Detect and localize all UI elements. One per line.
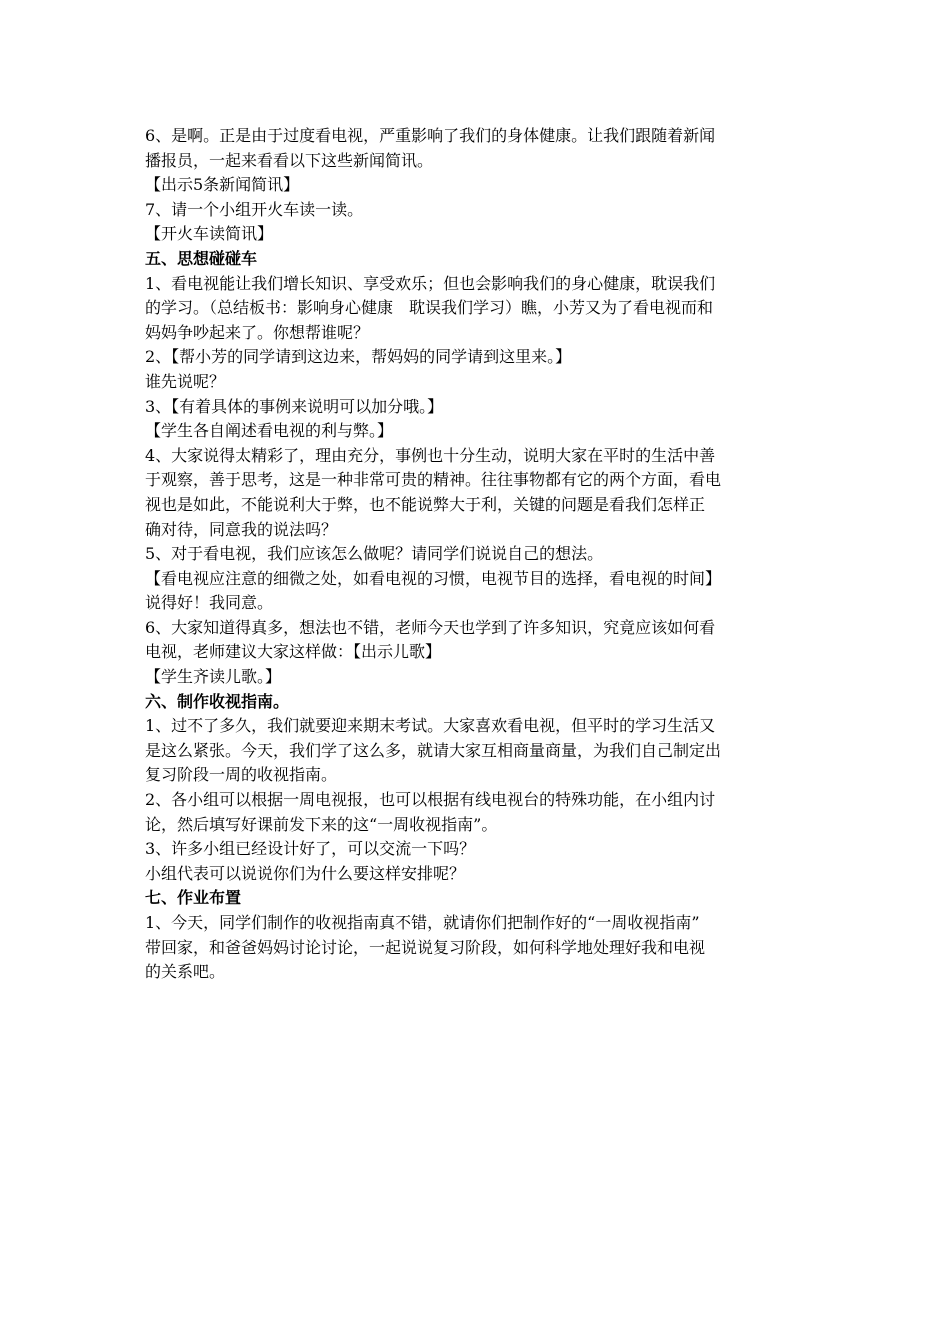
paragraph-line: 3、许多小组已经设计好了，可以交流一下吗？ xyxy=(145,839,476,859)
paragraph-line: 4、大家说得太精彩了，理由充分，事例也十分生动，说明大家在平时的生活中善 xyxy=(145,445,716,465)
paragraph-line: 谁先说呢？ xyxy=(145,371,226,391)
section-heading: 七、作业布置 xyxy=(145,888,242,908)
paragraph-line: 带回家，和爸爸妈妈讨论讨论，一起说说复习阶段，如何科学地处理好我和电视 xyxy=(145,937,706,957)
section-heading: 五、思想碰碰车 xyxy=(145,248,258,268)
paragraph-line: 论，然后填写好课前发下来的这“一周收视指南”。 xyxy=(145,814,498,834)
paragraph-line: 复习阶段一周的收视指南。 xyxy=(145,765,338,785)
paragraph-line: 的学习。（总结板书：影响身心健康 耽误我们学习）瞧，小芳又为了看电视而和 xyxy=(145,298,714,318)
paragraph-line: 的关系吧。 xyxy=(145,962,226,982)
paragraph-line: 1、过不了多久，我们就要迎来期末考试。大家喜欢看电视，但平时的学习生活又 xyxy=(145,716,716,736)
paragraph-line: 视也是如此，不能说利大于弊，也不能说弊大于利，关键的问题是看我们怎样正 xyxy=(145,494,706,514)
paragraph-line: 3、【有着具体的事例来说明可以加分哦。】 xyxy=(145,396,444,416)
paragraph-line: 2、各小组可以根据一周电视报，也可以根据有线电视台的特殊功能，在小组内讨 xyxy=(145,790,716,810)
paragraph-line: 小组代表可以说说你们为什么要这样安排呢？ xyxy=(145,863,466,883)
paragraph-line: 5、对于看电视，我们应该怎么做呢？请同学们说说自己的想法。 xyxy=(145,544,604,564)
paragraph-line: 说得好！我同意。 xyxy=(145,593,274,613)
paragraph-line: 是这么紧张。今天，我们学了这么多，就请大家互相商量商量，为我们自己制定出 xyxy=(145,740,722,760)
document-page xyxy=(145,124,815,985)
paragraph-line: 6、大家知道得真多，想法也不错，老师今天也学到了许多知识，究竟应该如何看 xyxy=(145,617,716,637)
paragraph-line: 【开火车读简讯】 xyxy=(145,224,274,244)
paragraph-line: 【看电视应注意的细微之处，如看电视的习惯，电视节目的选择，看电视的时间】 xyxy=(145,568,722,588)
paragraph-line: 1、看电视能让我们增长知识、享受欢乐；但也会影响我们的身心健康，耽误我们 xyxy=(145,273,716,293)
paragraph-line: 2、【帮小芳的同学请到这边来，帮妈妈的同学请到这里来。】 xyxy=(145,347,572,367)
paragraph-line: 1、今天，同学们制作的收视指南真不错，就请你们把制作好的“一周收视指南” xyxy=(145,913,700,932)
paragraph-line: 6、是啊。正是由于过度看电视，严重影响了我们的身体健康。让我们跟随着新闻 xyxy=(145,126,716,145)
section-heading: 六、制作收视指南。 xyxy=(145,691,290,711)
paragraph-line: 确对待，同意我的说法吗？ xyxy=(145,519,338,539)
paragraph-line: 播报员，一起来看看以下这些新闻简讯。 xyxy=(145,150,434,170)
paragraph-line: 【学生齐读儿歌。】 xyxy=(145,667,282,687)
paragraph-line: 7、请一个小组开火车读一读。 xyxy=(145,199,364,219)
paragraph-line: 妈妈争吵起来了。你想帮谁呢？ xyxy=(145,322,370,342)
paragraph-line: 【出示5条新闻简讯】 xyxy=(145,175,300,195)
paragraph-line: 于观察，善于思考，这是一种非常可贵的精神。往往事物都有它的两个方面，看电 xyxy=(145,470,722,490)
paragraph-line: 电视，老师建议大家这样做：【出示儿歌】 xyxy=(145,642,442,662)
paragraph-line: 【学生各自阐述看电视的利与弊。】 xyxy=(145,421,394,441)
